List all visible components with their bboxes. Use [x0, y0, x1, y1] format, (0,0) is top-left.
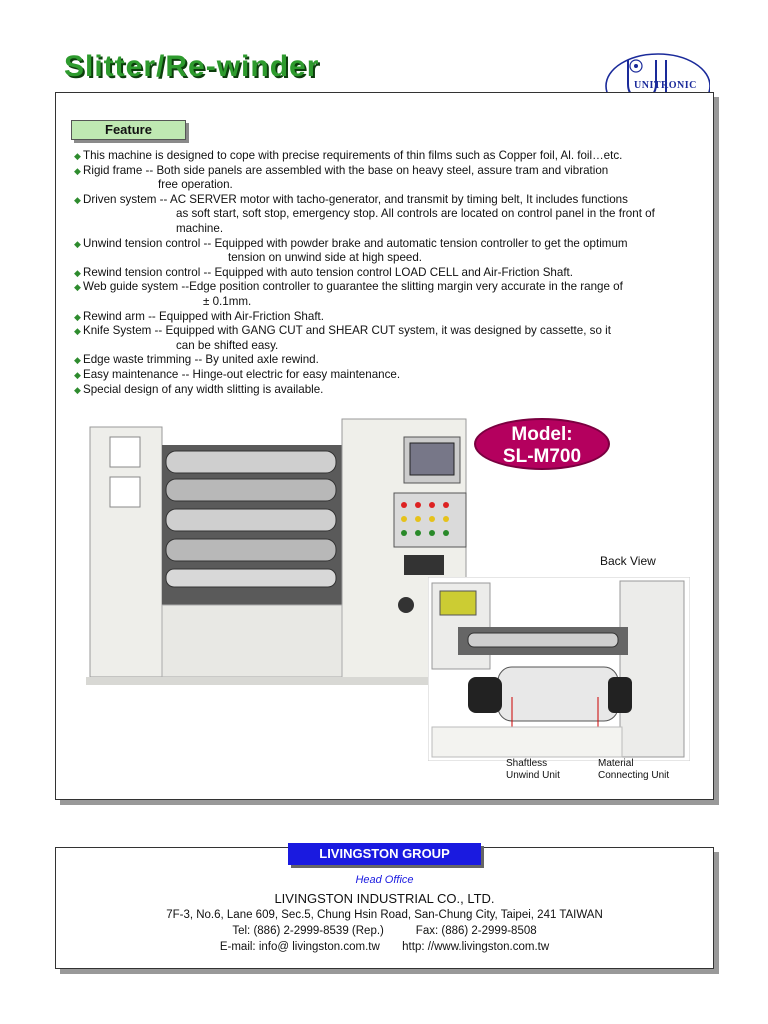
- bullet-icon: ◆: [74, 238, 81, 249]
- company-name: LIVINGSTON INDUSTRIAL CO., LTD.: [274, 891, 495, 906]
- feature-item: [74, 266, 704, 281]
- feature-item: [74, 164, 704, 193]
- bullet-icon: ◆: [74, 326, 81, 337]
- feature-text: Unwind tension control -- Equipped with powder brake and automatic tension controller to get the optimum: [83, 236, 628, 250]
- feature-item: [74, 237, 704, 266]
- feature-text: Edge waste trimming -- By united axle rewind.: [83, 353, 319, 367]
- feature-continuation: tension on unwind side at high speed.: [228, 251, 423, 265]
- contact-footer: [55, 847, 714, 969]
- bullet-icon: ◆: [74, 311, 81, 322]
- feature-item: [74, 310, 704, 325]
- bullet-icon: ◆: [74, 282, 81, 293]
- caption-line: Connecting Unit: [598, 770, 670, 781]
- bullet-icon: ◆: [74, 355, 81, 366]
- back-view-label: Back View: [600, 554, 656, 568]
- feature-text: This machine is designed to cope with precise requirements of thin films such as Copper foil, Al. foil…etc.: [83, 149, 623, 162]
- caption-line: Unwind Unit: [506, 770, 560, 781]
- head-office-label: Head Office: [355, 874, 414, 886]
- feature-continuation: can be shifted easy.: [176, 338, 279, 352]
- caption-line: Shaftless: [506, 758, 548, 769]
- feature-continuation: free operation.: [158, 178, 233, 192]
- email-web: E-mail: info@ livingston.com.tw http: //www.livingston.com.tw: [219, 941, 550, 953]
- page-title: Slitter/Re-winder: [64, 50, 320, 83]
- feature-item: [74, 324, 704, 353]
- model-number: SL-M700: [502, 446, 582, 467]
- bullet-icon: ◆: [74, 151, 81, 161]
- feature-item: [74, 368, 704, 383]
- group-banner: LIVINGSTON GROUP: [288, 843, 481, 865]
- feature-continuation: ± 0.1mm.: [203, 294, 252, 308]
- feature-label: Feature: [71, 120, 186, 140]
- feature-text: Rewind tension control -- Equipped with auto tension control LOAD CELL and Air-Friction Shaft.: [83, 265, 573, 279]
- machine-back-photo: [428, 577, 690, 761]
- feature-text: Driven system -- AC SERVER motor with tacho-generator, and transmit by timing belt, It includes functions: [83, 192, 628, 206]
- feature-continuation: as soft start, soft stop, emergency stop. All controls are located on control panel in the front of machine.: [176, 207, 655, 235]
- caption-shaftless-unwind: [506, 758, 560, 782]
- feature-item: [74, 193, 704, 237]
- feature-list: [74, 149, 704, 397]
- feature-text: Web guide system --Edge position controller to guarantee the slitting margin very accurate in the range of: [83, 280, 623, 294]
- company-address: 7F-3, No.6, Lane 609, Sec.5, Chung Hsin Road, San-Chung City, Taipei, 241 TAIWAN: [166, 909, 603, 921]
- feature-text: Rigid frame -- Both side panels are assembled with the base on heavy steel, assure tram and vibration: [83, 163, 609, 177]
- feature-text: Rewind arm -- Equipped with Air-Friction Shaft.: [83, 309, 324, 323]
- caption-material-connecting: [598, 758, 669, 782]
- bullet-icon: ◆: [74, 165, 81, 176]
- logo-text: UNITRONIC: [634, 80, 697, 91]
- machine-front-photo: [86, 415, 468, 689]
- phone-fax: Tel: (886) 2-2999-8539 (Rep.) Fax: (886) 2-2999-8508: [232, 925, 537, 937]
- feature-text: Easy maintenance -- Hinge-out electric for easy maintenance.: [83, 367, 401, 381]
- feature-panel: [55, 92, 714, 800]
- feature-item: [74, 149, 704, 164]
- model-label: Model:: [511, 424, 573, 445]
- feature-item: [74, 383, 704, 398]
- feature-item: [74, 353, 704, 368]
- feature-item: [74, 280, 704, 309]
- model-badge: [474, 418, 610, 470]
- feature-text: Special design of any width slitting is available.: [83, 382, 324, 396]
- bullet-icon: ◆: [74, 369, 81, 380]
- bullet-icon: ◆: [74, 194, 81, 205]
- caption-line: Material: [598, 758, 634, 769]
- bullet-icon: ◆: [74, 384, 81, 395]
- bullet-icon: ◆: [74, 267, 81, 278]
- feature-text: Knife System -- Equipped with GANG CUT and SHEAR CUT system, it was designed by cassette, so it: [83, 324, 611, 338]
